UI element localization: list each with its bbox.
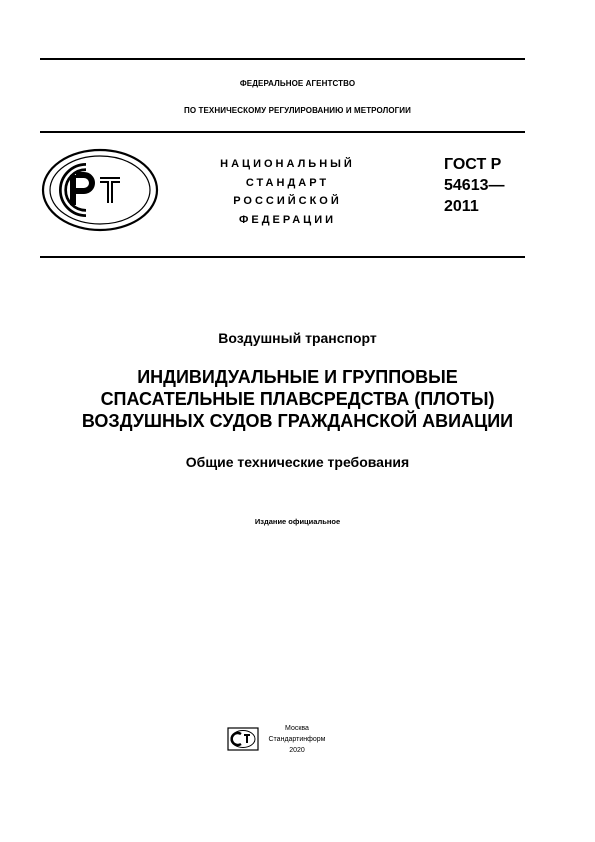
national-standard-line-2: СТАНДАРТ — [245, 176, 330, 189]
publisher-block — [262, 723, 332, 756]
title-line-2: СПАСАТЕЛЬНЫЕ ПЛАВСРЕДСТВА (ПЛОТЫ) — [100, 389, 495, 409]
national-standard-line-1: НАЦИОНАЛЬНЫЙ — [220, 158, 355, 170]
standard-designation — [444, 154, 544, 217]
agency-line-1: ФЕДЕРАЛЬНОЕ АГЕНТСТВО — [239, 79, 356, 88]
agency-line-2: ПО ТЕХНИЧЕСКОМУ РЕГУЛИРОВАНИЮ И МЕТРОЛОГИИ — [183, 106, 412, 115]
title-line-3: ВОЗДУШНЫХ СУДОВ ГРАЖДАНСКОЙ АВИАЦИИ — [81, 411, 514, 431]
top-rule — [40, 58, 525, 60]
national-standard-line-3: РОССИЙСКОЙ — [233, 195, 342, 207]
standartinform-logo-icon — [227, 727, 259, 751]
title-line-1: ИНДИВИДУАЛЬНЫЕ И ГРУППОВЫЕ — [137, 367, 458, 387]
designation-line-2: 54613— — [444, 177, 505, 194]
national-standard-line-4: ФЕДЕРАЦИИ — [238, 213, 337, 226]
edition-label: Издание официальное — [254, 517, 341, 526]
document-title — [0, 366, 595, 432]
bottom-header-rule — [40, 256, 525, 258]
national-standard-label — [200, 155, 375, 229]
publisher-year: 2020 — [289, 747, 305, 754]
designation-line-1: ГОСТ Р — [444, 156, 502, 173]
header-rule — [40, 131, 525, 133]
publisher-name: Стандартинформ — [268, 736, 326, 743]
designation-line-3: 2011 — [444, 198, 479, 215]
document-subtitle: Общие технические требования — [185, 454, 410, 470]
subject-area: Воздушный транспорт — [218, 330, 377, 346]
gost-r-logo-icon — [40, 147, 160, 233]
publisher-city: Москва — [285, 725, 309, 732]
